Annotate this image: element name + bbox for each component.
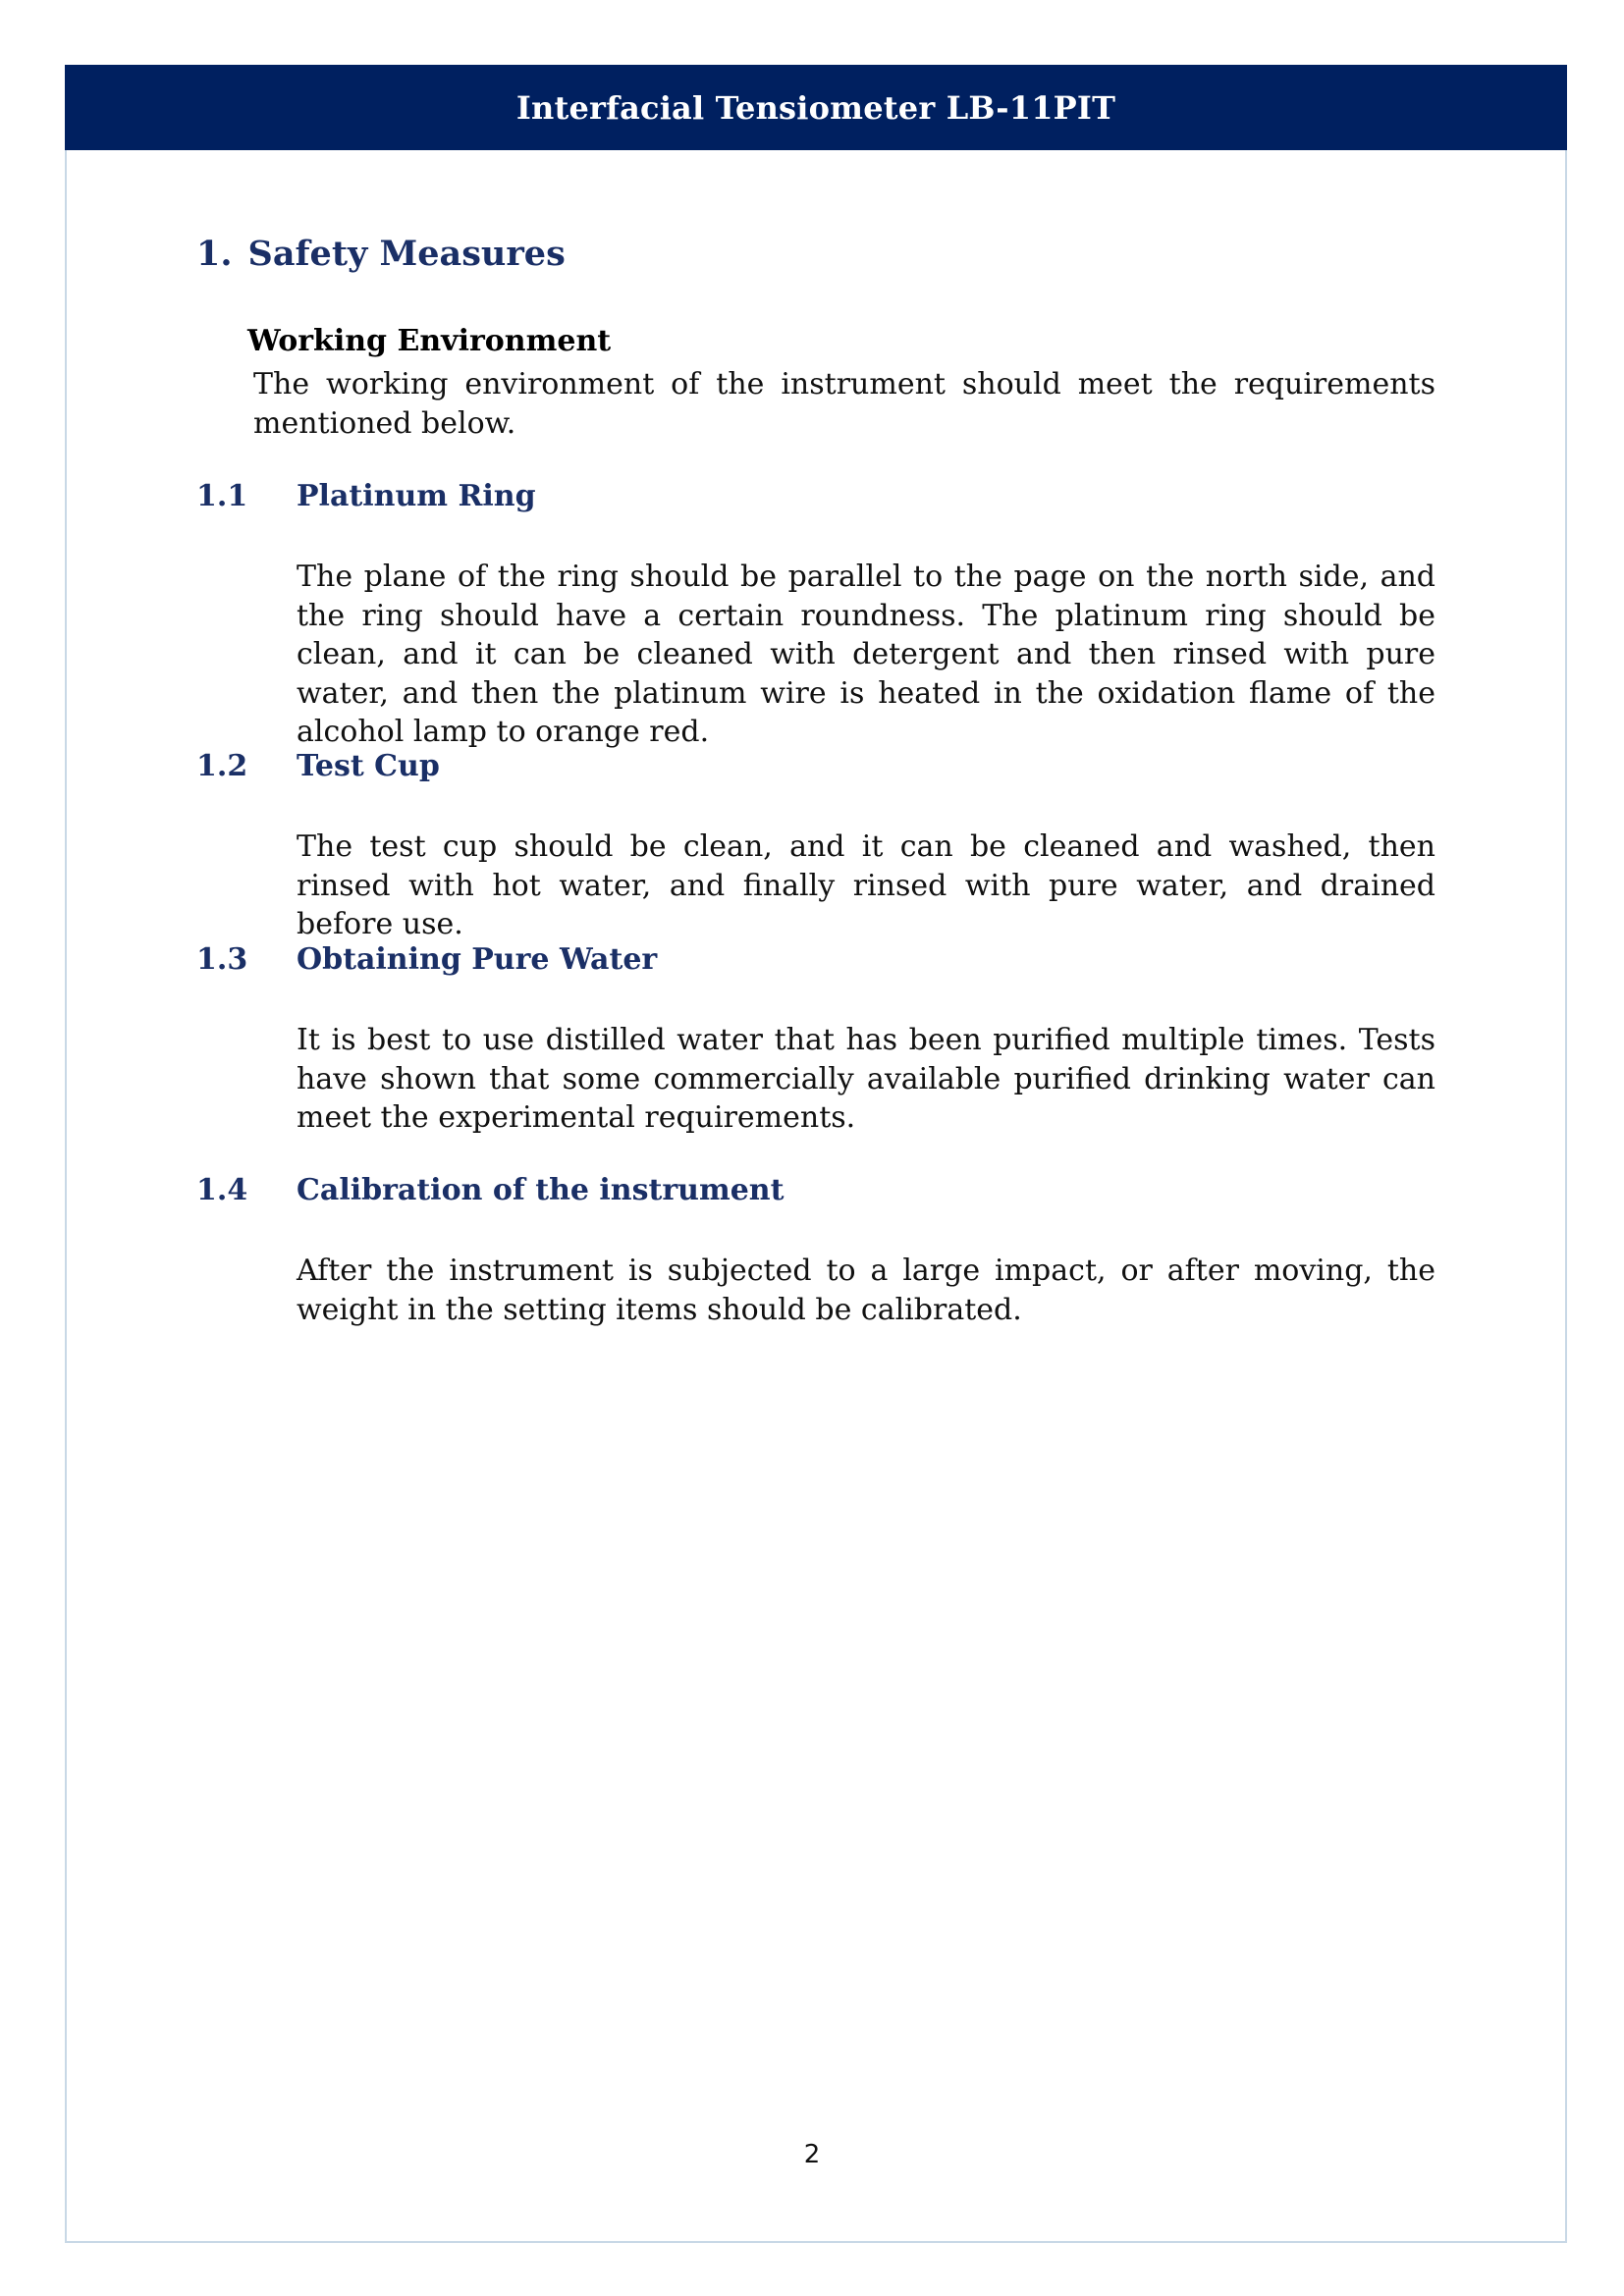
subsection-number: 1.3 — [196, 942, 248, 977]
subsection-title: Obtaining Pure Water — [297, 942, 658, 977]
subsection-text-platinum-ring: The plane of the ring should be parallel to the page on the north side, and the ring should have a certain roundness. The platinum ring should be clean, and it can be cleaned with detergent and then rinsed with pure water, and then the platinum wire is heated in the oxidation flame of the alcohol lamp to orange red. — [297, 560, 1435, 749]
subsection-title: Platinum Ring — [297, 479, 536, 513]
working-environment-heading: Working Environment — [247, 324, 612, 358]
subsection-heading-test-cup — [196, 749, 440, 783]
working-environment-text: The working environment of the instrument should meet the requirements mentioned below. — [253, 367, 1435, 441]
subsection-text-pure-water: It is best to use distilled water that has been purified multiple times. Tests have shown that some commercially available purified drinking water can meet the experimental requirements. — [297, 1023, 1435, 1135]
page-number: 2 — [803, 2140, 821, 2169]
section-heading — [196, 234, 566, 274]
section-number: 1. — [196, 234, 233, 274]
subsection-number: 1.2 — [196, 749, 248, 783]
subsection-heading-pure-water — [196, 942, 657, 977]
subsection-text-calibration: After the instrument is subjected to a large impact, or after moving, the weight in the setting items should be calibrated. — [297, 1254, 1435, 1327]
subsection-heading-platinum-ring — [196, 479, 536, 513]
subsection-number: 1.1 — [196, 479, 248, 513]
subsection-title: Test Cup — [297, 749, 440, 783]
header-band — [65, 65, 1567, 150]
subsection-number: 1.4 — [196, 1173, 248, 1207]
document-title: Interfacial Tensiometer LB-11PIT — [515, 88, 1116, 127]
subsection-heading-calibration — [196, 1173, 784, 1207]
subsection-title: Calibration of the instrument — [297, 1173, 785, 1207]
subsection-text-test-cup: The test cup should be clean, and it can be cleaned and washed, then rinsed with hot water, and finally rinsed with pure water, and drained before use. — [297, 829, 1435, 941]
section-title: Safety Measures — [247, 234, 566, 274]
